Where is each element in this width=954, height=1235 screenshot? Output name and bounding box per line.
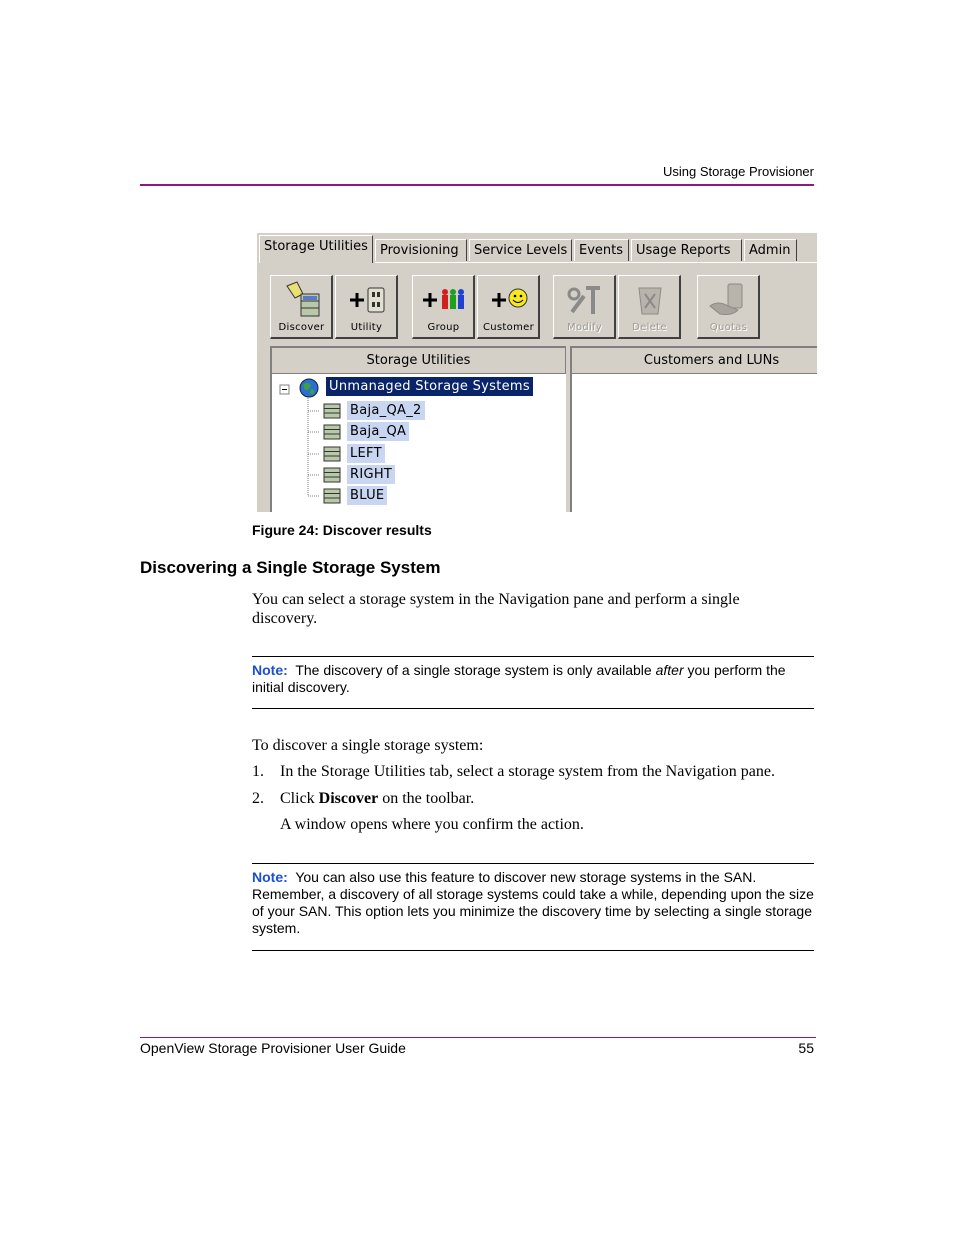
tree-item-storage-system[interactable]: LEFT xyxy=(347,444,385,463)
add-customer-icon xyxy=(478,280,539,320)
figure-caption: Figure 24: Discover results xyxy=(252,522,432,538)
storage-system-icon xyxy=(323,403,341,419)
note-label: Note: xyxy=(252,869,288,885)
procedure-intro: To discover a single storage system: xyxy=(252,737,484,754)
running-header: Using Storage Provisioner xyxy=(662,164,814,179)
step-2-text-before: Click xyxy=(280,790,319,807)
step-2-bold: Discover xyxy=(318,790,379,807)
add-group-button[interactable] xyxy=(412,275,475,339)
note-1 xyxy=(252,662,814,696)
tab-events[interactable]: Events xyxy=(574,239,629,261)
note-1-text: The discovery of a single storage system is only available xyxy=(295,662,656,678)
footer-title: OpenView Storage Provisioner User Guide xyxy=(140,1040,406,1056)
tree-item-storage-system[interactable]: RIGHT xyxy=(347,465,395,484)
note-2 xyxy=(252,869,814,937)
tree-root-unmanaged-storage-systems[interactable]: Unmanaged Storage Systems xyxy=(326,377,533,396)
header-rule xyxy=(140,184,814,186)
quotas-label: Quotas xyxy=(709,322,748,333)
note-1-emphasis: after xyxy=(655,662,684,678)
note-1-text-after: you perform the initial discovery. xyxy=(252,662,786,695)
tab-storage-utilities[interactable]: Storage Utilities xyxy=(259,235,373,263)
add-customer-button[interactable] xyxy=(477,275,540,339)
delete-button[interactable] xyxy=(618,275,681,339)
quotas-button[interactable] xyxy=(697,275,760,339)
tree-item-storage-system[interactable]: BLUE xyxy=(347,486,387,505)
add-utility-icon xyxy=(336,280,397,320)
tab-provisioning[interactable]: Provisioning xyxy=(375,239,467,261)
storage-system-icon xyxy=(323,446,341,462)
tree-item-storage-system[interactable]: Baja_QA_2 xyxy=(347,401,425,420)
group-label: Group xyxy=(427,322,460,333)
storage-system-icon xyxy=(323,467,341,483)
customer-label: Customer xyxy=(483,322,534,333)
note-rule-bottom xyxy=(252,950,814,951)
modify-label: Modify xyxy=(567,322,602,333)
step-number: 1. xyxy=(252,763,264,780)
navigation-pane-title: Storage Utilities xyxy=(272,348,566,374)
tab-service-levels[interactable]: Service Levels xyxy=(469,239,572,261)
tree-item-storage-system[interactable]: Baja_QA xyxy=(347,422,409,441)
page-number: 55 xyxy=(798,1040,814,1056)
add-utility-button[interactable] xyxy=(335,275,398,339)
storage-system-icon xyxy=(323,488,341,504)
utility-label: Utility xyxy=(350,322,383,333)
note-rule-top xyxy=(252,656,814,657)
step-2-text-after: on the toolbar. xyxy=(378,790,475,807)
discover-icon xyxy=(271,280,332,320)
tab-bar xyxy=(257,233,817,265)
tab-admin[interactable]: Admin xyxy=(744,239,797,261)
figure-screenshot xyxy=(257,233,817,512)
customers-luns-pane-title: Customers and LUNs xyxy=(572,348,817,374)
quotas-icon xyxy=(698,280,759,320)
delete-icon xyxy=(619,280,680,320)
note-rule-bottom xyxy=(252,708,814,709)
storage-system-icon xyxy=(323,424,341,440)
note-rule-top xyxy=(252,863,814,864)
add-group-icon xyxy=(413,280,474,320)
step-1-text: In the Storage Utilities tab, select a storage system from the Navigation pane. xyxy=(280,763,775,780)
modify-button[interactable] xyxy=(553,275,616,339)
modify-icon xyxy=(554,280,615,320)
step-2-result: A window opens where you confirm the action. xyxy=(280,816,584,833)
tab-usage-reports[interactable]: Usage Reports xyxy=(631,239,742,261)
footer-rule xyxy=(140,1037,816,1038)
customers-luns-pane xyxy=(570,346,817,512)
note-label: Note: xyxy=(252,662,288,678)
step-number: 2. xyxy=(252,790,264,807)
delete-label: Delete xyxy=(632,322,667,333)
globe-icon xyxy=(299,377,319,399)
navigation-pane xyxy=(270,346,566,512)
section-heading: Discovering a Single Storage System xyxy=(140,558,441,577)
discover-label: Discover xyxy=(278,322,325,333)
step-2-text xyxy=(280,789,814,808)
intro-paragraph: You can select a storage system in the Navigation pane and perform a single discovery. xyxy=(252,591,740,627)
note-2-text: You can also use this feature to discover new storage systems in the SAN. Remember, a discovery of all storage systems could take a while, depending upon the size of your SAN. This option lets you minimize the discovery time by selecting a single storage system. xyxy=(252,869,814,936)
discover-button[interactable] xyxy=(270,275,333,339)
